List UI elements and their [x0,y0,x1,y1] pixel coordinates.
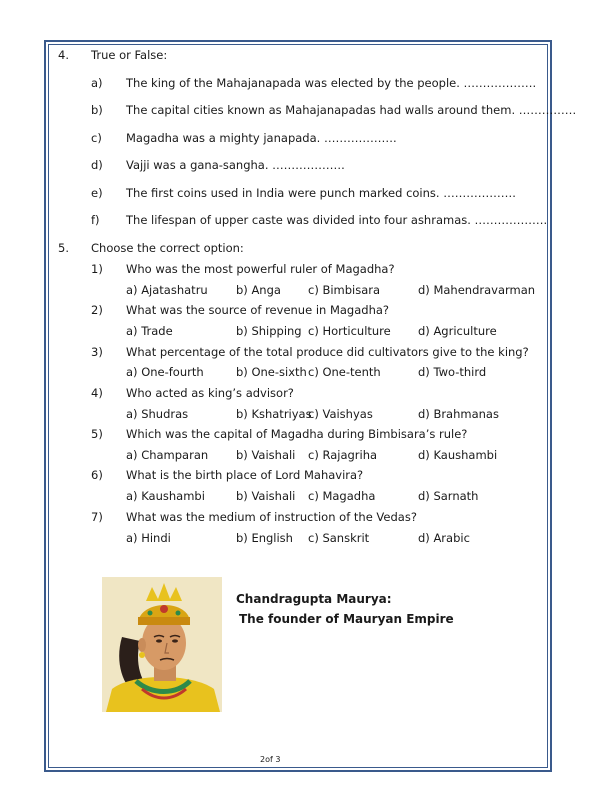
mcq-question: What is the birth place of Lord Mahavira? [126,468,364,482]
q4-item-letter: c) [91,131,102,145]
mcq-option: a) One-fourth [126,365,204,379]
mcq-option: b) Kshatriyas [236,407,312,421]
mcq-question: Which was the capital of Magadha during Bimbisara’s rule? [126,427,468,441]
mcq-number: 1) [91,262,103,276]
mcq-number: 4) [91,386,103,400]
mcq-option: b) Vaishali [236,448,296,462]
mcq-option: c) Magadha [308,489,376,503]
mcq-option: d) Two-third [418,365,487,379]
mcq-number: 7) [91,510,103,524]
q4-item-letter: f) [91,213,100,227]
portrait-caption-subtitle: The founder of Mauryan Empire [239,612,454,626]
q5-number: 5. [58,241,69,255]
mcq-question: What percentage of the total produce did cultivators give to the king? [126,345,529,359]
mcq-option: a) Trade [126,324,173,338]
q4-item-text: The capital cities known as Mahajanapadas had walls around them. …………… [126,103,577,117]
mcq-option: d) Agriculture [418,324,497,338]
mcq-number: 5) [91,427,103,441]
q4-item-letter: e) [91,186,103,200]
q4-item-text: The first coins used in India were punch marked coins. ………………. [126,186,516,200]
portrait-illustration [102,577,222,712]
mcq-option: b) English [236,531,293,545]
mcq-option: d) Sarnath [418,489,479,503]
mcq-option: c) Horticulture [308,324,391,338]
mcq-question: Who was the most powerful ruler of Magadha? [126,262,395,276]
mcq-option: b) Anga [236,283,281,297]
mcq-option: b) Shipping [236,324,302,338]
mcq-option: b) One-sixth [236,365,307,379]
mcq-option: d) Arabic [418,531,470,545]
portrait-caption-name: Chandragupta Maurya: [236,592,392,606]
mcq-option: a) Hindi [126,531,171,545]
mcq-number: 3) [91,345,103,359]
q4-item-text: The king of the Mahajanapada was elected by the people. ………………. [126,76,537,90]
mcq-question: What was the source of revenue in Magadha? [126,303,390,317]
q4-item-text: The lifespan of upper caste was divided into four ashramas. ………………. [126,213,548,227]
q4-item-text: Magadha was a mighty janapada. ………………. [126,131,397,145]
mcq-question: What was the medium of instruction of the Vedas? [126,510,417,524]
mcq-option: a) Ajatashatru [126,283,208,297]
mcq-option: c) Rajagriha [308,448,378,462]
mcq-option: a) Kaushambi [126,489,205,503]
q4-item-letter: a) [91,76,103,90]
mcq-option: d) Mahendravarman [418,283,536,297]
mcq-option: d) Brahmanas [418,407,499,421]
mcq-option: b) Vaishali [236,489,296,503]
mcq-number: 2) [91,303,103,317]
q4-item-letter: d) [91,158,103,172]
q4-item-text: Vajji was a gana-sangha. ………………. [126,158,345,172]
q4-item-letter: b) [91,103,103,117]
page-number: 2of 3 [260,755,281,764]
mcq-option: d) Kaushambi [418,448,498,462]
mcq-question: Who acted as king’s advisor? [126,386,294,400]
mcq-option: c) Bimbisara [308,283,381,297]
q4-number: 4. [58,48,69,62]
chandragupta-portrait [102,577,222,712]
q4-heading: True or False: [91,48,168,62]
q5-heading: Choose the correct option: [91,241,244,255]
mcq-option: c) One-tenth [308,365,381,379]
mcq-number: 6) [91,468,103,482]
mcq-option: c) Vaishyas [308,407,373,421]
mcq-option: a) Champaran [126,448,209,462]
mcq-option: a) Shudras [126,407,189,421]
mcq-option: c) Sanskrit [308,531,370,545]
